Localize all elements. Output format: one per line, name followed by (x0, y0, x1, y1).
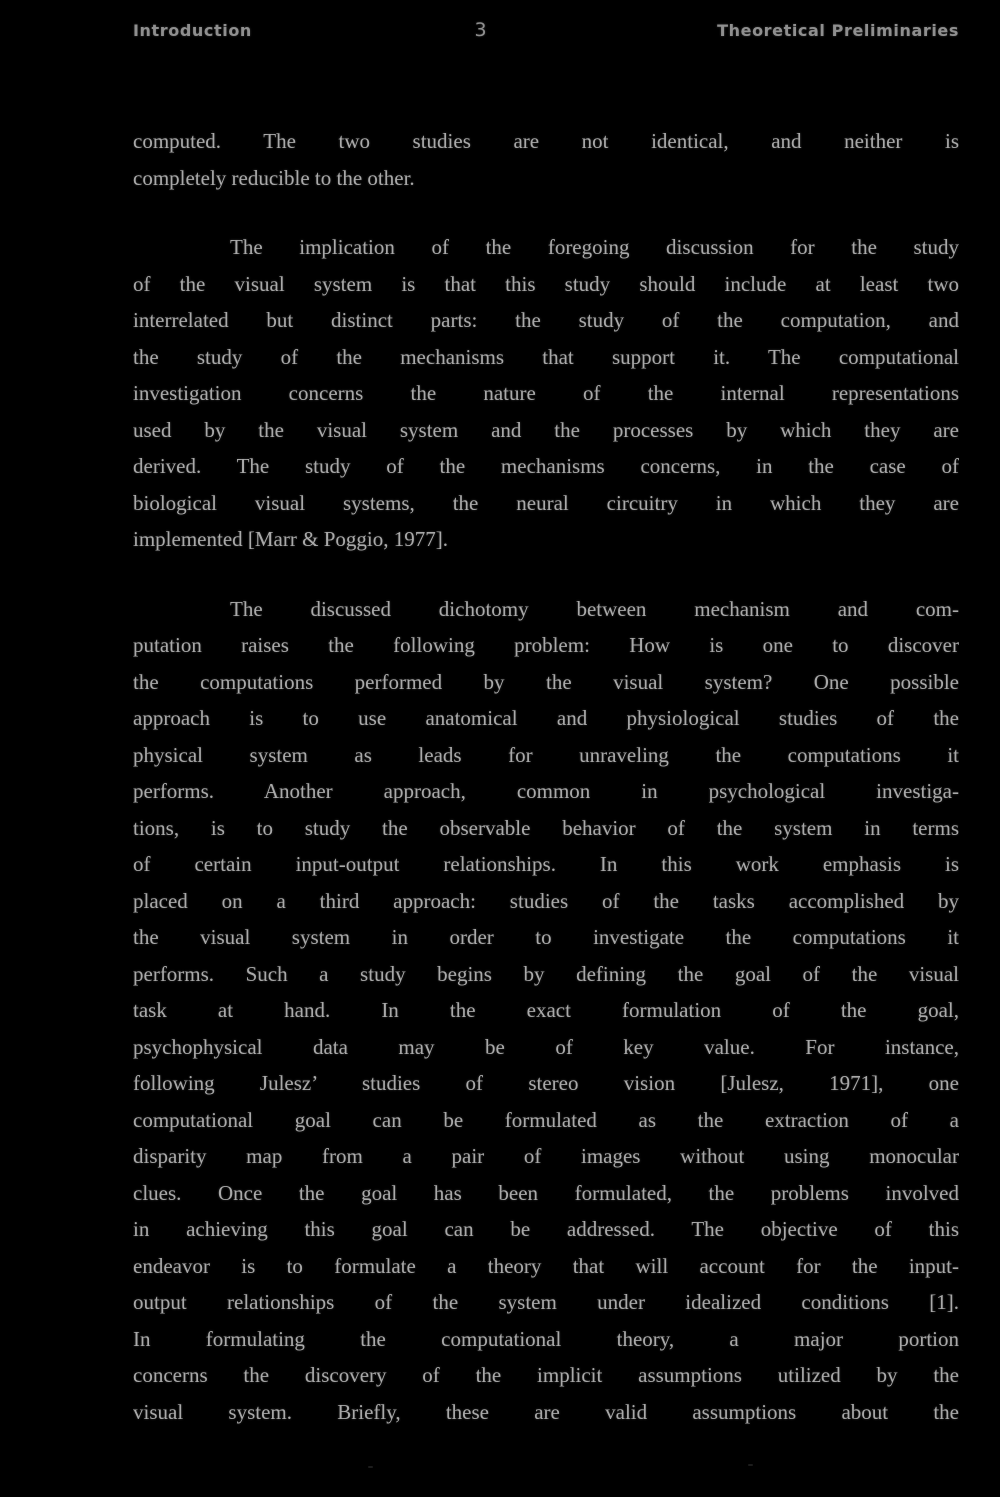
text-line: implemented [Marr & Poggio, 1977]. (133, 527, 448, 551)
text-line: in achieving this goal can be addressed. The objective of this (133, 1217, 959, 1241)
page-number: 3 (474, 19, 487, 41)
text-line: completely reducible to the other. (133, 165, 415, 190)
text-line: tions, is to study the observable behavior of the system in terms (133, 815, 959, 840)
text-line: biological visual systems, the neural circuitry in which they are (133, 490, 959, 515)
header-section-left: Introduction (133, 21, 252, 40)
text-line: computed. The two studies are not identical, and neither is (133, 129, 959, 153)
paragraph (133, 123, 959, 196)
text-line: psychophysical data may be of key value. For instance, (133, 1034, 959, 1059)
text-line: investigation concerns the nature of the internal representations (133, 381, 959, 405)
text-line: physical system as leads for unraveling the computations it (133, 742, 959, 767)
page-body (133, 123, 959, 1430)
text-line: disparity map from a pair of images without using monocular (133, 1144, 959, 1168)
text-line: approach is to use anatomical and physiological studies of the (133, 706, 959, 730)
text-line: output relationships of the system under idealized conditions [1]. (133, 1290, 959, 1314)
paragraph (133, 591, 959, 1431)
text-line: computational goal can be formulated as the extraction of a (133, 1107, 959, 1132)
text-line: The implication of the foregoing discussion for the study (230, 235, 959, 259)
text-line: visual system. Briefly, these are valid assumptions about the (133, 1399, 959, 1424)
scan-artifact (748, 1464, 753, 1466)
text-line: following Julesz’ studies of stereo vision [Julesz, 1971], one (133, 1071, 959, 1095)
header-section-right: Theoretical Preliminaries (717, 21, 959, 40)
text-line: putation raises the following problem: How is one to discover (133, 633, 959, 657)
text-line: of the visual system is that this study should include at least two (133, 271, 959, 296)
text-line: interrelated but distinct parts: the study of the computation, and (133, 308, 959, 332)
text-line: of certain input-output relationships. In this work emphasis is (133, 852, 959, 876)
running-header (133, 19, 959, 41)
text-line: performs. Another approach, common in psychological investiga- (133, 779, 959, 803)
text-line: performs. Such a study begins by defining the goal of the visual (133, 961, 959, 986)
text-line: endeavor is to formulate a theory that will account for the input- (133, 1253, 959, 1278)
scan-artifact (368, 1466, 373, 1468)
text-line: derived. The study of the mechanisms concerns, in the case of (133, 454, 959, 478)
text-line: used by the visual system and the processes by which they are (133, 417, 959, 442)
text-line: The discussed dichotomy between mechanism and com- (230, 596, 959, 621)
text-line: task at hand. In the exact formulation of the goal, (133, 998, 959, 1022)
text-line: the computations performed by the visual system? One possible (133, 669, 959, 694)
text-line: In formulating the computational theory, a major portion (133, 1326, 959, 1351)
text-line: the study of the mechanisms that support it. The computational (133, 344, 959, 369)
text-line: clues. Once the goal has been formulated, the problems involved (133, 1180, 959, 1205)
text-line: concerns the discovery of the implicit assumptions utilized by the (133, 1363, 959, 1387)
text-line: the visual system in order to investigate the computations it (133, 925, 959, 949)
paragraph (133, 229, 959, 558)
text-line: placed on a third approach: studies of the tasks accomplished by (133, 888, 959, 913)
